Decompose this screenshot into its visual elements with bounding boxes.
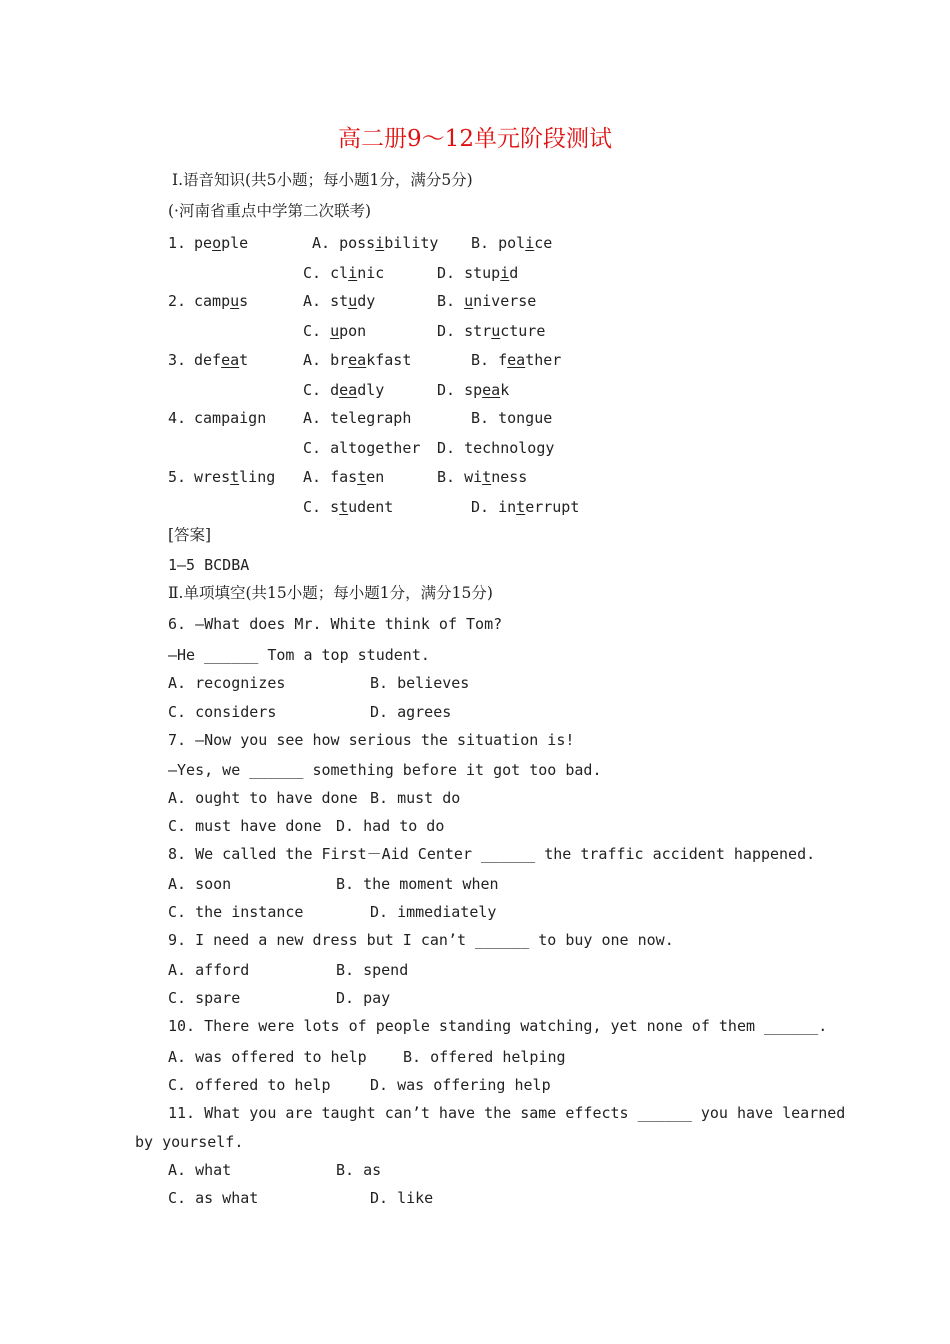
- q3-option-d: D. speak: [437, 381, 510, 399]
- q2-number: 2.: [168, 292, 187, 310]
- q2-word: campus: [194, 292, 249, 310]
- q2-option-d: D. structure: [437, 322, 546, 340]
- q7-option-c: C. must have done: [168, 817, 322, 835]
- q7-option-d: D. had to do: [336, 817, 445, 835]
- q2-option-c: C. upon: [303, 322, 367, 340]
- q5-option-b: B. witness: [437, 468, 528, 486]
- q11-option-d: D. like: [370, 1189, 434, 1207]
- q6-option-b: B. believes: [370, 674, 470, 692]
- q6-stem: 6. —What does Mr. White think of Tom?: [168, 615, 503, 633]
- q1-option-c: C. clinic: [303, 264, 385, 282]
- q8-option-c: C. the instance: [168, 903, 304, 921]
- q10-option-d: D. was offering help: [370, 1076, 551, 1094]
- page-title: 高二册9～12单元阶段测试: [338, 126, 612, 152]
- q4-option-c: C. altogether: [303, 439, 421, 457]
- q7-stem: 7. —Now you see how serious the situation is!: [168, 731, 575, 749]
- q9-option-c: C. spare: [168, 989, 241, 1007]
- q1-option-a: A. possibility: [312, 234, 439, 252]
- q3-option-c: C. deadly: [303, 381, 385, 399]
- q4-number: 4.: [168, 409, 187, 427]
- q8-option-b: B. the moment when: [336, 875, 499, 893]
- q6-option-c: C. considers: [168, 703, 277, 721]
- q3-word: defeat: [194, 351, 249, 369]
- answer-label: [答案]: [168, 526, 212, 544]
- q4-option-b: B. tongue: [471, 409, 553, 427]
- q2-option-b: B. universe: [437, 292, 537, 310]
- q5-option-c: C. student: [303, 498, 394, 516]
- section1-source: (·河南省重点中学第二次联考): [168, 202, 372, 220]
- q11-option-a: A. what: [168, 1161, 232, 1179]
- q11-option-b: B. as: [336, 1161, 382, 1179]
- section2-heading: Ⅱ.单项填空(共15小题；每小题1分，满分15分): [168, 584, 493, 602]
- q2-option-a: A. study: [303, 292, 376, 310]
- q10-stem: 10. There were lots of people standing watching, yet none of them ______.: [168, 1017, 828, 1035]
- q10-option-b: B. offered helping: [403, 1048, 566, 1066]
- q1-number: 1.: [168, 234, 187, 252]
- q3-option-b: B. feather: [471, 351, 562, 369]
- q7-option-a: A. ought to have done: [168, 789, 358, 807]
- q5-number: 5.: [168, 468, 187, 486]
- q4-option-d: D. technology: [437, 439, 555, 457]
- q8-option-d: D. immediately: [370, 903, 497, 921]
- q10-option-c: C. offered to help: [168, 1076, 331, 1094]
- q7-option-b: B. must do: [370, 789, 461, 807]
- q5-word: wrestling: [194, 468, 276, 486]
- q7-reply: —Yes, we ______ something before it got too bad.: [168, 761, 602, 779]
- q10-option-a: A. was offered to help: [168, 1048, 367, 1066]
- q8-stem: 8. We called the First－Aid Center ______ the traffic accident happened.: [168, 845, 816, 863]
- answer-text: 1—5 BCDBA: [168, 556, 250, 574]
- q8-option-a: A. soon: [168, 875, 232, 893]
- q4-word: campaign: [194, 409, 267, 427]
- q1-option-b: B. police: [471, 234, 553, 252]
- q11-stem: 11. What you are taught can’t have the same effects ______ you have learned: [168, 1104, 846, 1122]
- q6-option-a: A. recognizes: [168, 674, 286, 692]
- q4-option-a: A. telegraph: [303, 409, 412, 427]
- q1-option-d: D. stupid: [437, 264, 519, 282]
- q11-option-c: C. as what: [168, 1189, 259, 1207]
- q3-option-a: A. breakfast: [303, 351, 412, 369]
- q9-option-d: D. pay: [336, 989, 391, 1007]
- section1-heading: Ⅰ.语音知识(共5小题；每小题1分，满分5分): [172, 171, 473, 189]
- q3-number: 3.: [168, 351, 187, 369]
- q9-option-a: A. afford: [168, 961, 250, 979]
- q1-word: people: [194, 234, 249, 252]
- q5-option-d: D. interrupt: [471, 498, 580, 516]
- q9-option-b: B. spend: [336, 961, 409, 979]
- q11-stem-continued: by yourself.: [135, 1133, 244, 1151]
- q6-option-d: D. agrees: [370, 703, 452, 721]
- q5-option-a: A. fasten: [303, 468, 385, 486]
- q9-stem: 9. I need a new dress but I can’t ______ to buy one now.: [168, 931, 674, 949]
- q6-reply: —He ______ Tom a top student.: [168, 646, 430, 664]
